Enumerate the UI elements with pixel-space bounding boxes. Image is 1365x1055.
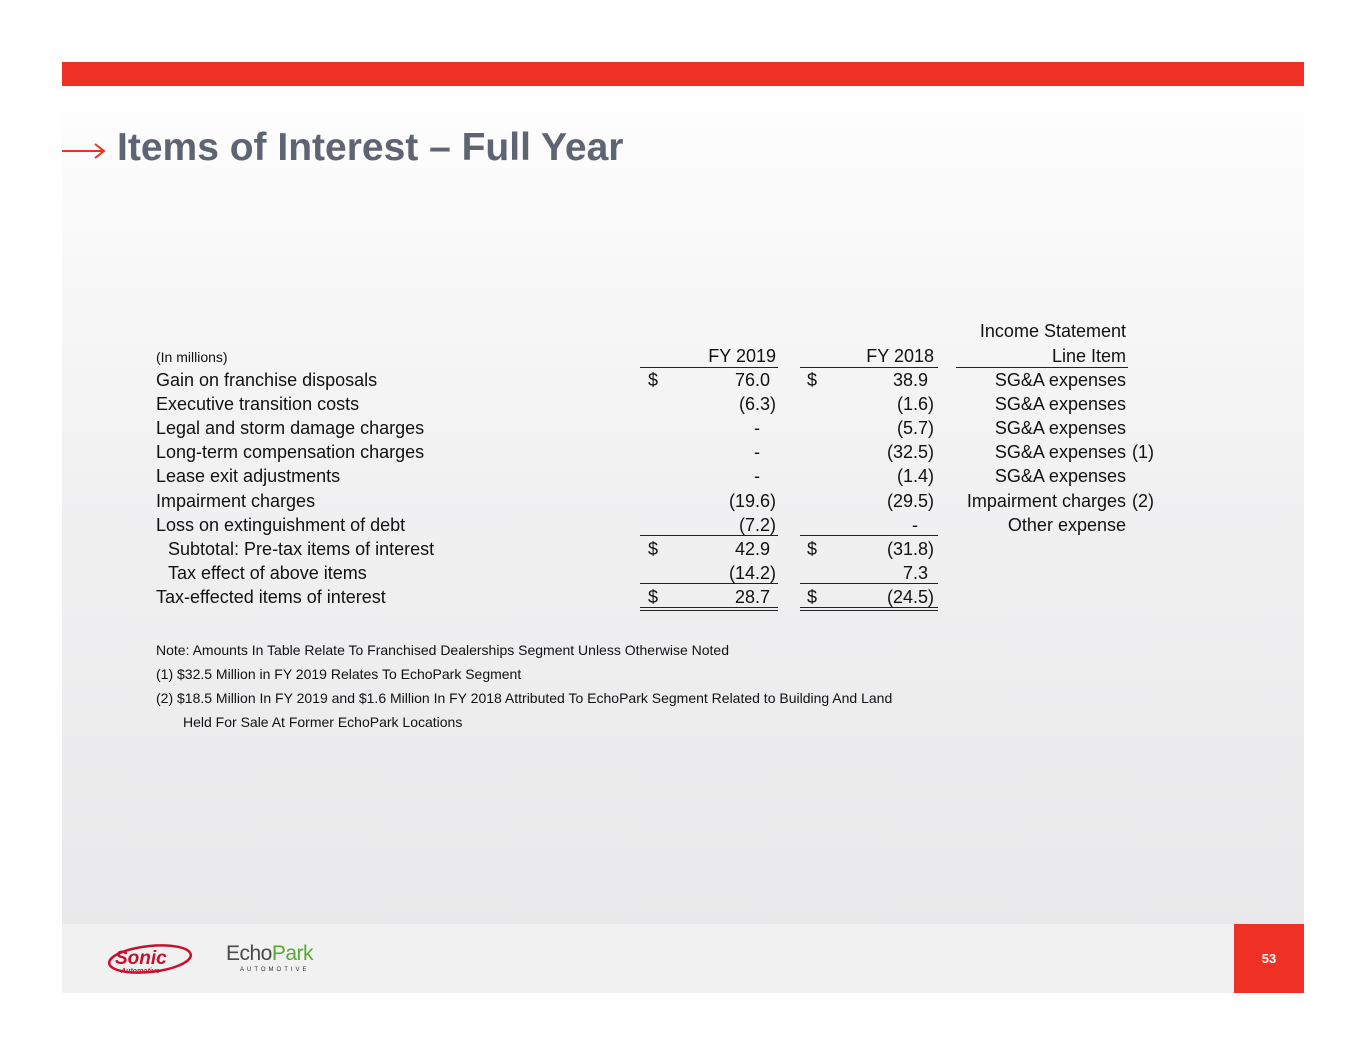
value-fy2018: (32.5) bbox=[886, 442, 934, 462]
line-item: SG&A expenses bbox=[994, 418, 1126, 438]
value-fy2018: 7.3 bbox=[902, 563, 928, 583]
page-number: 53 bbox=[1234, 924, 1304, 993]
value-fy2019: (6.3) bbox=[738, 394, 776, 414]
header-underline-fy2018 bbox=[800, 367, 938, 368]
row-label: Lease exit adjustments bbox=[156, 466, 341, 486]
row-label: Impairment charges bbox=[156, 491, 316, 511]
page-title: Items of Interest – Full Year bbox=[117, 126, 624, 169]
subtotal-rule-fy2018 bbox=[800, 535, 938, 536]
value-fy2018: 38.9 bbox=[892, 370, 928, 390]
currency-symbol: $ bbox=[648, 587, 659, 607]
value-fy2019: (19.6) bbox=[728, 491, 776, 511]
row-label: Legal and storm damage charges bbox=[156, 418, 425, 438]
value-fy2019: (14.2) bbox=[728, 563, 776, 583]
value-fy2018: (24.5) bbox=[886, 587, 934, 607]
total-rule-fy2018 bbox=[800, 583, 938, 584]
footnote-1: (1) $32.5 Million in FY 2019 Relates To EchoPark Segment bbox=[156, 666, 522, 682]
note-main: Note: Amounts In Table Relate To Franchised Dealerships Segment Unless Otherwise Noted bbox=[156, 642, 730, 658]
echopark-logo-sub: AUTOMOTIVE bbox=[240, 967, 310, 973]
value-fy2019: 42.9 bbox=[734, 539, 770, 559]
double-rule-top-fy2018 bbox=[800, 607, 938, 608]
col-header-fy2019: FY 2019 bbox=[708, 346, 776, 366]
value-fy2019: 76.0 bbox=[734, 370, 770, 390]
row-label: Loss on extinguishment of debt bbox=[156, 515, 406, 535]
row-label: Gain on franchise disposals bbox=[156, 370, 378, 390]
value-fy2019: 28.7 bbox=[734, 587, 770, 607]
echopark-park: Park bbox=[271, 942, 314, 965]
slide bbox=[62, 62, 1304, 993]
footnote-marker: (2) bbox=[1132, 491, 1154, 511]
arrow-right-icon bbox=[62, 141, 106, 161]
value-fy2018: - bbox=[912, 515, 918, 535]
currency-symbol: $ bbox=[648, 539, 659, 559]
line-item: SG&A expenses bbox=[994, 466, 1126, 486]
col-header-line-item-1: Income Statement bbox=[979, 321, 1126, 341]
footnote-marker: (1) bbox=[1132, 442, 1154, 462]
echopark-logo bbox=[226, 940, 316, 980]
value-fy2018: (1.4) bbox=[896, 466, 934, 486]
footnote-2: (2) $18.5 Million In FY 2019 and $1.6 Million In FY 2018 Attributed To EchoPark Segment Related to Building And Land bbox=[156, 690, 893, 706]
units-note: (In millions) bbox=[156, 349, 228, 365]
row-label: Subtotal: Pre-tax items of interest bbox=[168, 539, 435, 559]
col-header-line-item-2: Line Item bbox=[1051, 346, 1126, 366]
row-label: Tax effect of above items bbox=[168, 563, 367, 583]
row-label: Executive transition costs bbox=[156, 394, 360, 414]
line-item: Impairment charges bbox=[966, 491, 1126, 511]
total-rule-fy2019 bbox=[640, 583, 778, 584]
value-fy2019: (7.2) bbox=[738, 515, 776, 535]
double-rule-bottom-fy2019 bbox=[640, 610, 778, 611]
row-label: Tax-effected items of interest bbox=[156, 587, 386, 607]
line-item: Other expense bbox=[1007, 515, 1126, 535]
row-label: Long-term compensation charges bbox=[156, 442, 425, 462]
subtotal-rule-fy2019 bbox=[640, 535, 778, 536]
value-fy2019: - bbox=[754, 442, 760, 462]
currency-symbol: $ bbox=[807, 370, 818, 390]
header-underline-fy2019 bbox=[640, 367, 778, 368]
value-fy2018: (1.6) bbox=[896, 394, 934, 414]
col-header-fy2018: FY 2018 bbox=[866, 346, 934, 366]
currency-symbol: $ bbox=[807, 587, 818, 607]
line-item: SG&A expenses bbox=[994, 442, 1126, 462]
sonic-logo-word: Sonic bbox=[115, 948, 167, 969]
line-item: SG&A expenses bbox=[994, 370, 1126, 390]
value-fy2019: - bbox=[754, 466, 760, 486]
top-accent-bar bbox=[62, 62, 1304, 86]
sonic-logo-sub: Automotive bbox=[121, 968, 160, 975]
sonic-automotive-logo bbox=[107, 940, 197, 978]
echopark-logo-word bbox=[226, 942, 313, 966]
footnote-2-continued: Held For Sale At Former EchoPark Locations bbox=[183, 714, 463, 730]
echopark-echo: Echo bbox=[226, 942, 272, 965]
currency-symbol: $ bbox=[807, 539, 818, 559]
value-fy2018: (31.8) bbox=[886, 539, 934, 559]
value-fy2018: (5.7) bbox=[896, 418, 934, 438]
value-fy2018: (29.5) bbox=[886, 491, 934, 511]
double-rule-top-fy2019 bbox=[640, 607, 778, 608]
value-fy2019: - bbox=[754, 418, 760, 438]
currency-symbol: $ bbox=[648, 370, 659, 390]
double-rule-bottom-fy2018 bbox=[800, 610, 938, 611]
header-underline-line-item bbox=[956, 367, 1128, 368]
line-item: SG&A expenses bbox=[994, 394, 1126, 414]
